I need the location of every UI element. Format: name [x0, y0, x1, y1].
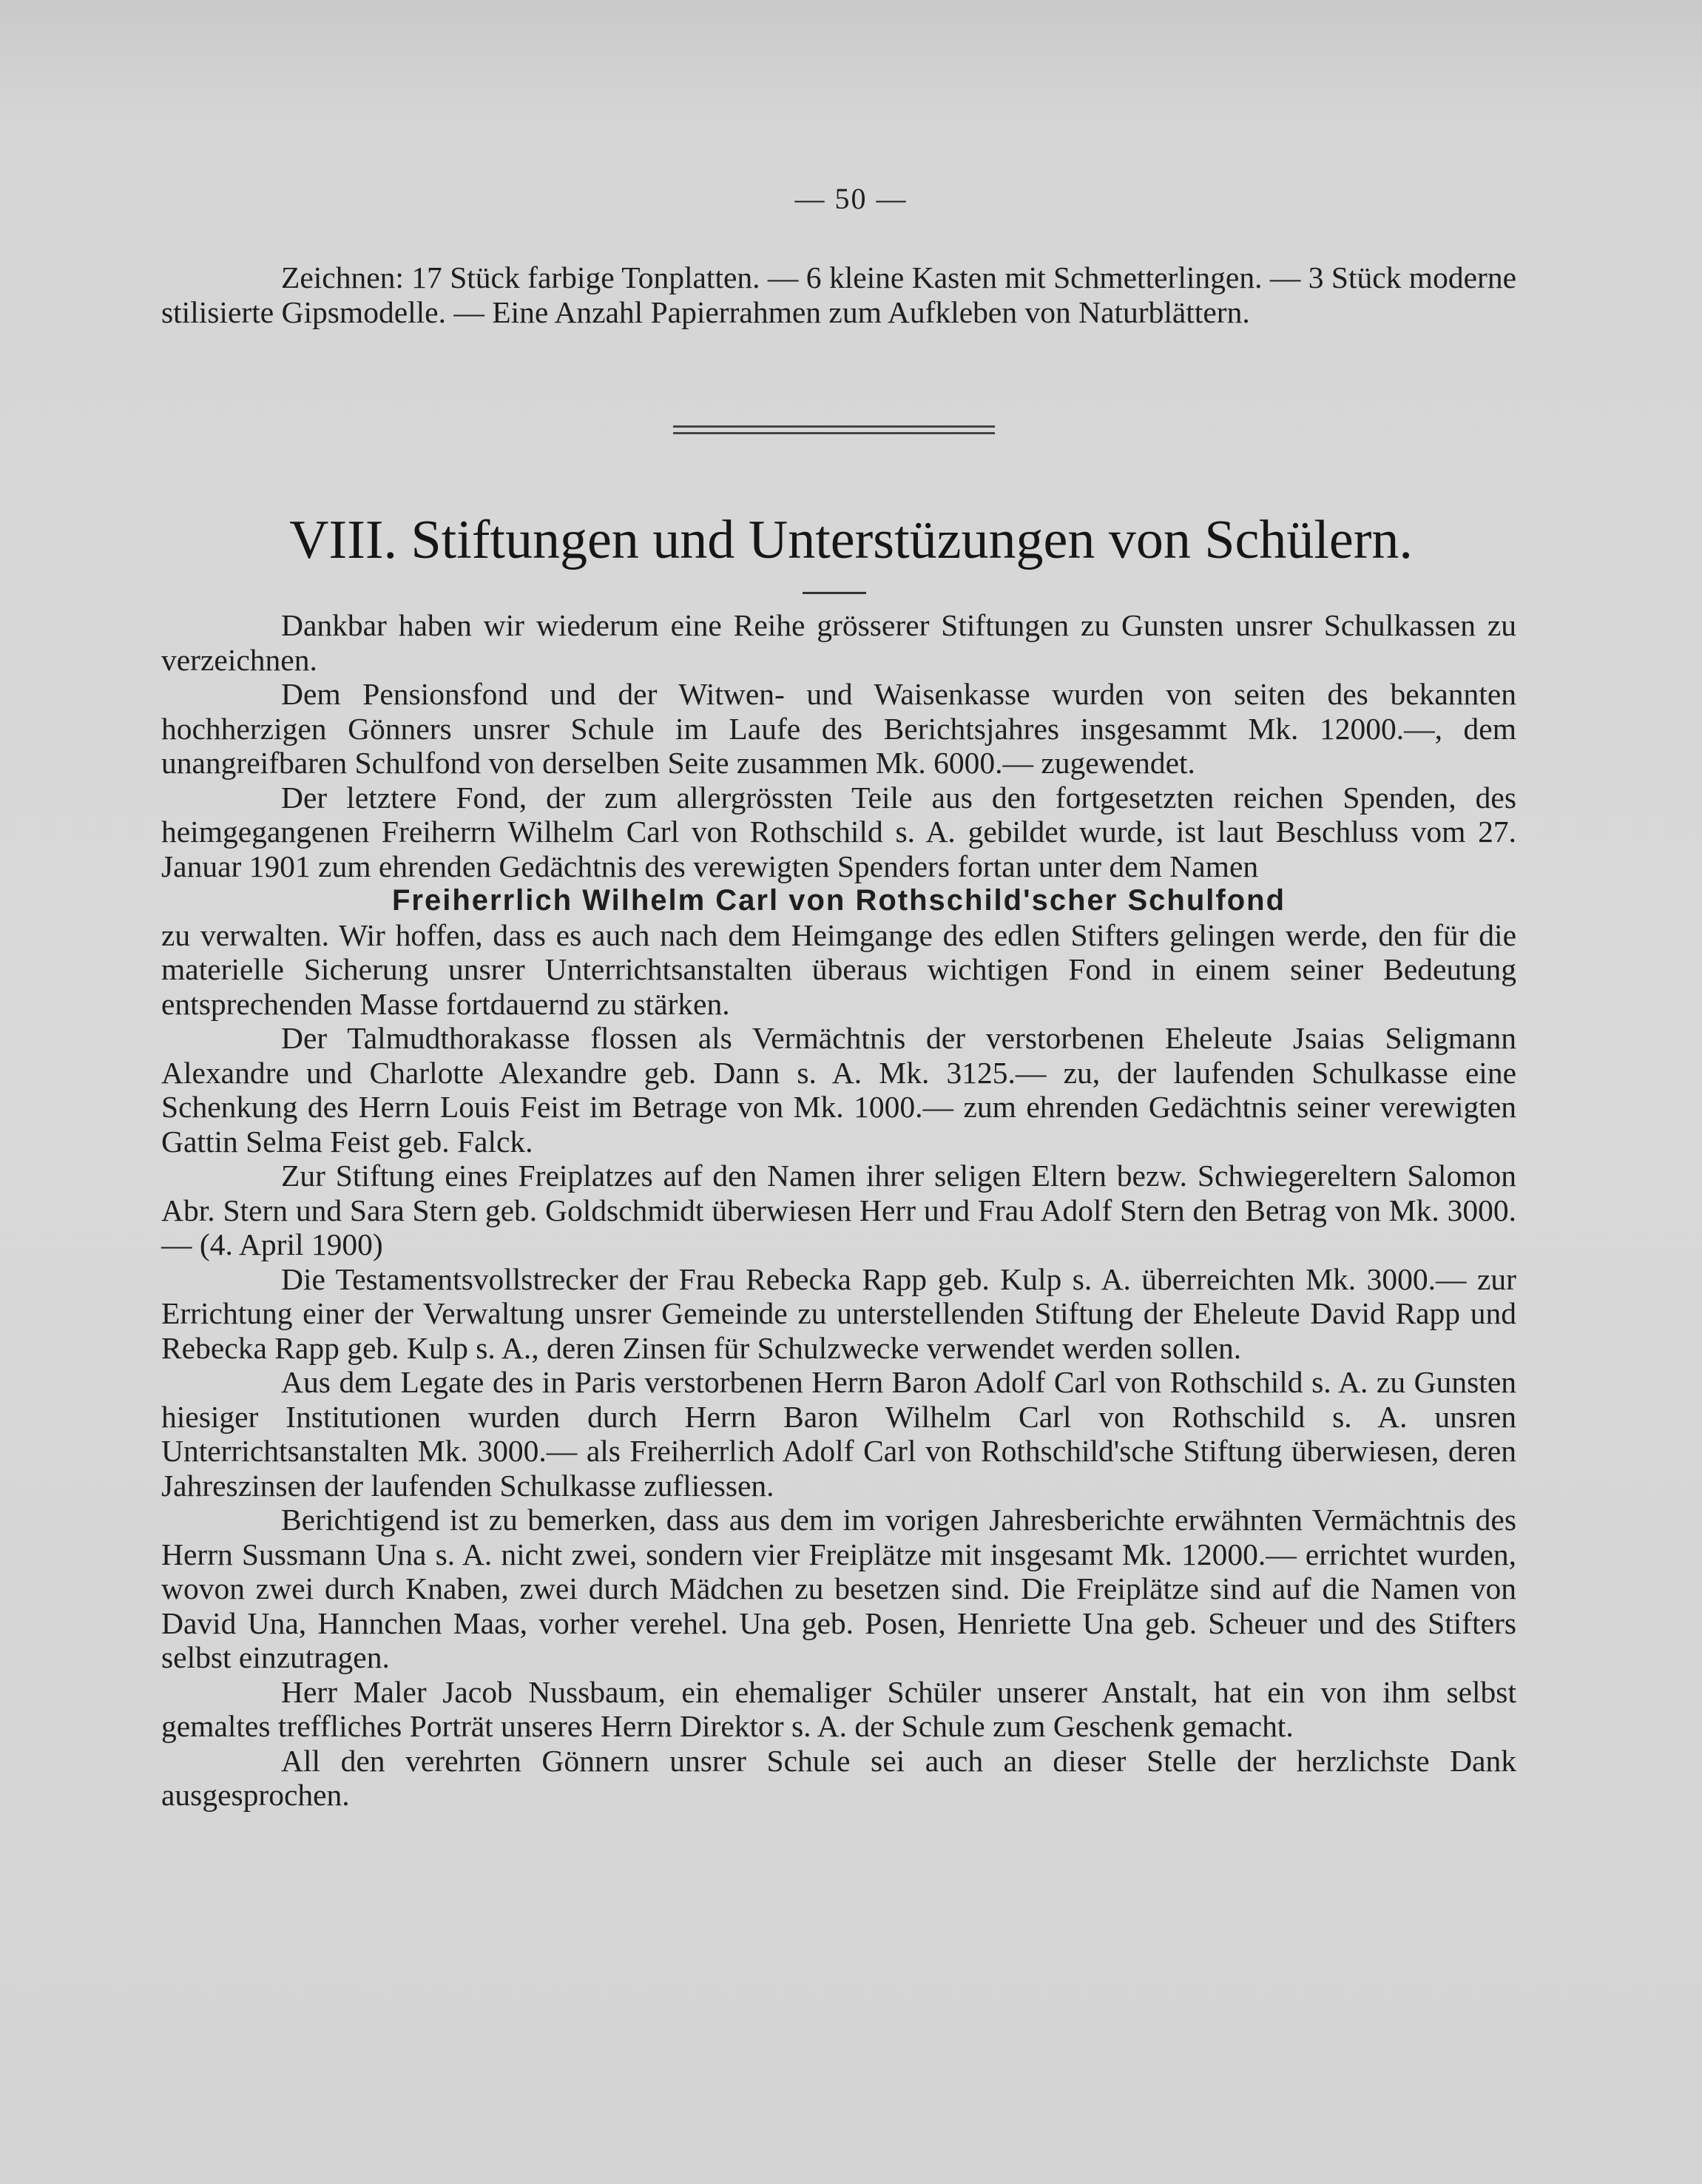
intro-paragraph — [161, 260, 1516, 329]
section-body — [161, 608, 1516, 1813]
paragraph: Der Talmudthorakasse flossen als Vermächtnis der verstorbenen Eheleute Jsaias Seligmann Alexandre und Charlotte Alexandre geb. Dann s. A. Mk. 3125.— zu, der laufenden Schulkasse eine Schenkung des Herrn Louis Feist im Betrage von Mk. 1000.— zum ehrenden Gedächtnis seiner verewigten Gattin Selma Feist geb. Falck. — [161, 1021, 1516, 1159]
paragraph: Herr Maler Jacob Nussbaum, ein ehemaliger Schüler unserer Anstalt, hat ein von ihm selbst gemaltes treffliches Porträt unseres Herrn Direktor s. A. der Schule zum Geschenk gemacht. — [161, 1674, 1516, 1743]
paragraph: Die Testamentsvollstrecker der Frau Rebecka Rapp geb. Kulp s. A. überreichten Mk. 3000.— zur Errichtung einer der Verwaltung unsrer Gemeinde zu unterstellenden Stiftung der Eheleute David Rapp und Rebecka Rapp geb. Kulp s. A., deren Zinsen für Schulzwecke verwendet werden sollen. — [161, 1261, 1516, 1365]
paragraph: Berichtigend ist zu bemerken, dass aus dem im vorigen Jahresberichte erwähnten Vermächtnis des Herrn Sussmann Una s. A. nicht zwei, sondern vier Freiplätze mit insgesamt Mk. 12000.— errichtet wurden, wovon zwei durch Knaben, zwei durch Mädchen zu besetzen sind. Die Freiplätze sind auf die Namen von David Una, Hannchen Maas, vorher verehel. Una geb. Posen, Henriette Una geb. Scheuer und des Stifters selbst einzutragen. — [161, 1503, 1516, 1674]
double-rule-divider — [673, 425, 995, 434]
paragraph: Aus dem Legate des in Paris verstorbenen Herrn Baron Adolf Carl von Rothschild s. A. zu Gunsten hiesiger Institutionen wurden durch Herrn Baron Wilhelm Carl von Rothschild s. A. unsren Unterrichtsanstalten Mk. 3000.— als Freiherrlich Adolf Carl von Rothschild'sche Stiftung überwiesen, deren Jahreszinsen der laufenden Schulkasse zufliessen. — [161, 1365, 1516, 1503]
paragraph: zu verwalten. Wir hoffen, dass es auch nach dem Heimgange des edlen Stifters gelingen werde, den für die materielle Sicherung unsrer Unterrichtsanstalten überaus wichtigen Fond in einem seiner Bedeutung entsprechenden Masse fortdauernd zu stärken. — [161, 917, 1516, 1021]
intro-text: Zeichnen: 17 Stück farbige Tonplatten. — 6 kleine Kasten mit Schmetterlingen. — 3 Stück moderne stilisierte Gipsmodelle. — Eine Anzahl Papierrahmen zum Aufkleben von Naturblättern. — [161, 260, 1516, 329]
paragraph: Dankbar haben wir wiederum eine Reihe grösserer Stiftungen zu Gunsten unsrer Schulkassen zu verzeichnen. — [161, 608, 1516, 677]
fond-name-heading: Freiherrlich Wilhelm Carl von Rothschild'scher Schulfond — [392, 884, 1286, 917]
short-rule-divider — [803, 592, 866, 594]
paragraph: Dem Pensionsfond und der Witwen- und Waisenkasse wurden von seiten des bekannten hochherzigen Gönners unsrer Schule im Laufe des Berichtsjahres insgesammt Mk. 12000.—, dem unangreifbaren Schulfond von derselben Seite zusammen Mk. 6000.— zugewendet. — [161, 677, 1516, 780]
paragraph: Zur Stiftung eines Freiplatzes auf den Namen ihrer seligen Eltern bezw. Schwiegereltern Salomon Abr. Stern und Sara Stern geb. Goldschmidt überwiesen Herr und Frau Adolf Stern den Betrag von Mk. 3000.— (4. April 1900) — [161, 1159, 1516, 1261]
section-heading: VIII. Stiftungen und Unterstüzungen von Schülern. — [289, 510, 1413, 570]
paragraph: Der letztere Fond, der zum allergrössten Teile aus den fortgesetzten reichen Spenden, des heimgegangenen Freiherrn Wilhelm Carl von Rothschild s. A. gebildet wurde, ist laut Beschluss vom 27. Januar 1901 zum ehrenden Gedächtnis des verewigten Spenders fortan unter dem Namen — [161, 780, 1516, 883]
paragraph: All den verehrten Gönnern unsrer Schule sei auch an dieser Stelle der herzlichste Dank ausgesprochen. — [161, 1743, 1516, 1812]
page-number: — 50 — — [794, 182, 908, 215]
